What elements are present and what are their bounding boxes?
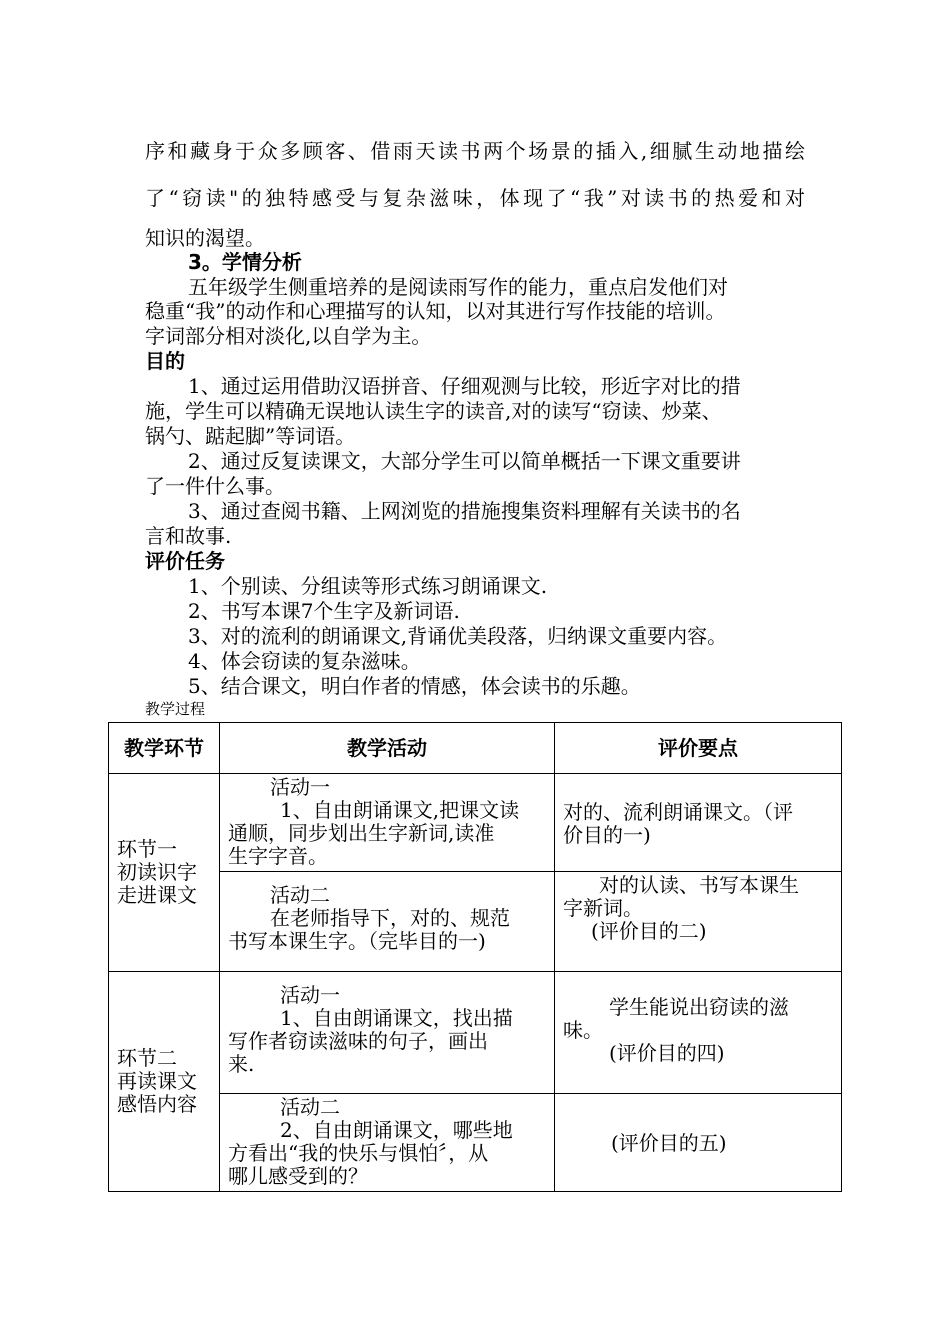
learner-analysis-line: 五年级学生侧重培养的是阅读雨写作的能力，重点启发他们对 xyxy=(188,275,728,299)
intro-line-3: 知识的渴望。 xyxy=(145,226,265,250)
stage-label: 感悟内容 xyxy=(117,1092,197,1116)
header-evaluation: 评价要点 xyxy=(555,723,842,774)
stage-label: 初读识字 xyxy=(117,860,197,884)
evaluation-text: 价目的一) xyxy=(563,823,651,847)
goal-line: 施，学生可以精确无误地认读生字的读音,对的读写“窃读、炒菜、 xyxy=(145,399,722,423)
learner-analysis-line: 字词部分相对淡化,以自学为主。 xyxy=(145,324,432,348)
evaluation-cell xyxy=(555,774,842,872)
activity-text: 2、自由朗诵课文，哪些地 xyxy=(280,1118,513,1142)
activity-text: 来. xyxy=(228,1052,255,1076)
intro-line-1: 序和藏身于众多顾客、借雨天读书两个场景的插入,细腻生动地描绘 xyxy=(145,139,805,163)
header-stage: 教学环节 xyxy=(109,723,220,774)
task-item: 1、个别读、分组读等形式练习朗诵课文. xyxy=(188,574,548,598)
activity-text: 1、自由朗诵课文,把课文读 xyxy=(280,798,520,822)
evaluation-cell xyxy=(555,1094,842,1192)
activity-text: 在老师指导下，对的、规范 xyxy=(270,906,510,930)
activity-text: 通顺，同步划出生字新词,读准 xyxy=(228,821,495,845)
activity-text: 哪儿感受到的？ xyxy=(228,1164,368,1188)
goal-line: 言和故事. xyxy=(145,524,232,548)
goal-line: 锅勺、踮起脚”等词语。 xyxy=(145,424,356,448)
section-heading-learner-analysis: 3。学情分析 xyxy=(188,250,302,274)
stage-label: 环节二 xyxy=(117,1046,177,1070)
activity-title: 活动二 xyxy=(280,1095,340,1119)
activity-title: 活动二 xyxy=(270,883,330,907)
goal-line: 1、通过运用借助汉语拼音、仔细观测与比较，形近字对比的措 xyxy=(188,374,741,398)
evaluation-cell xyxy=(555,972,842,1094)
evaluation-text: 学生能说出窃读的滋 xyxy=(609,995,789,1019)
evaluation-text: 对的、流利朗诵课文。（评 xyxy=(563,800,793,824)
goal-line: 了一件什么事。 xyxy=(145,474,285,498)
task-item: 5、结合课文，明白作者的情感，体会读书的乐趣。 xyxy=(188,674,641,698)
evaluation-text: (评价目的二) xyxy=(591,919,707,943)
activity-title: 活动一 xyxy=(270,775,330,799)
table-caption: 教学过程 xyxy=(145,700,206,718)
activity-text: 1、自由朗诵课文，找出描 xyxy=(280,1006,513,1030)
activity-text: 写作者窃读滋味的句子，画出 xyxy=(228,1029,488,1053)
task-item: 2、书写本课7个生字及新词语. xyxy=(188,599,460,623)
activity-text: 生字字音。 xyxy=(228,844,328,868)
activity-cell xyxy=(220,872,555,972)
activity-text: 书写本课生字。（完毕目的一) xyxy=(228,929,486,953)
section-heading-evaluation-tasks: 评价任务 xyxy=(145,549,225,573)
task-item: 4、体会窃读的复杂滋味。 xyxy=(188,649,421,673)
task-item: 3、对的流利的朗诵课文,背诵优美段落，归纳课文重要内容。 xyxy=(188,624,728,648)
header-activity: 教学活动 xyxy=(220,723,555,774)
section-heading-goals: 目的 xyxy=(145,349,185,373)
intro-line-2: 了“窃读"的独特感受与复杂滋味，体现了“我”对读书的热爱和对 xyxy=(145,186,805,210)
evaluation-text: 对的认读、书写本课生 xyxy=(599,873,799,897)
stage-cell-1 xyxy=(109,774,220,972)
activity-cell xyxy=(220,1094,555,1192)
table-row xyxy=(109,972,842,1094)
activity-cell xyxy=(220,972,555,1094)
evaluation-text: (评价目的四) xyxy=(609,1041,725,1065)
goal-line: 3、通过查阅书籍、上网浏览的措施搜集资料理解有关读书的名 xyxy=(188,499,741,523)
table-row xyxy=(109,774,842,872)
stage-label: 走进课文 xyxy=(117,883,197,907)
stage-label: 环节一 xyxy=(117,837,177,861)
evaluation-text: 味。 xyxy=(563,1018,603,1042)
goal-line: 2、通过反复读课文，大部分学生可以简单概括一下课文重要讲 xyxy=(188,449,741,473)
activity-title: 活动一 xyxy=(280,983,340,1007)
teaching-process-table xyxy=(108,722,842,1192)
evaluation-text: 字新词。 xyxy=(563,896,643,920)
activity-text: 方看出“我的快乐与惧怕〞，从 xyxy=(228,1141,489,1165)
learner-analysis-line: 稳重“我”的动作和心理描写的认知，以对其进行写作技能的培训。 xyxy=(145,299,726,323)
evaluation-text: (评价目的五) xyxy=(611,1131,727,1155)
table-header-row xyxy=(109,723,842,774)
evaluation-cell xyxy=(555,872,842,972)
stage-cell-2 xyxy=(109,972,220,1192)
stage-label: 再读课文 xyxy=(117,1069,197,1093)
activity-cell xyxy=(220,774,555,872)
